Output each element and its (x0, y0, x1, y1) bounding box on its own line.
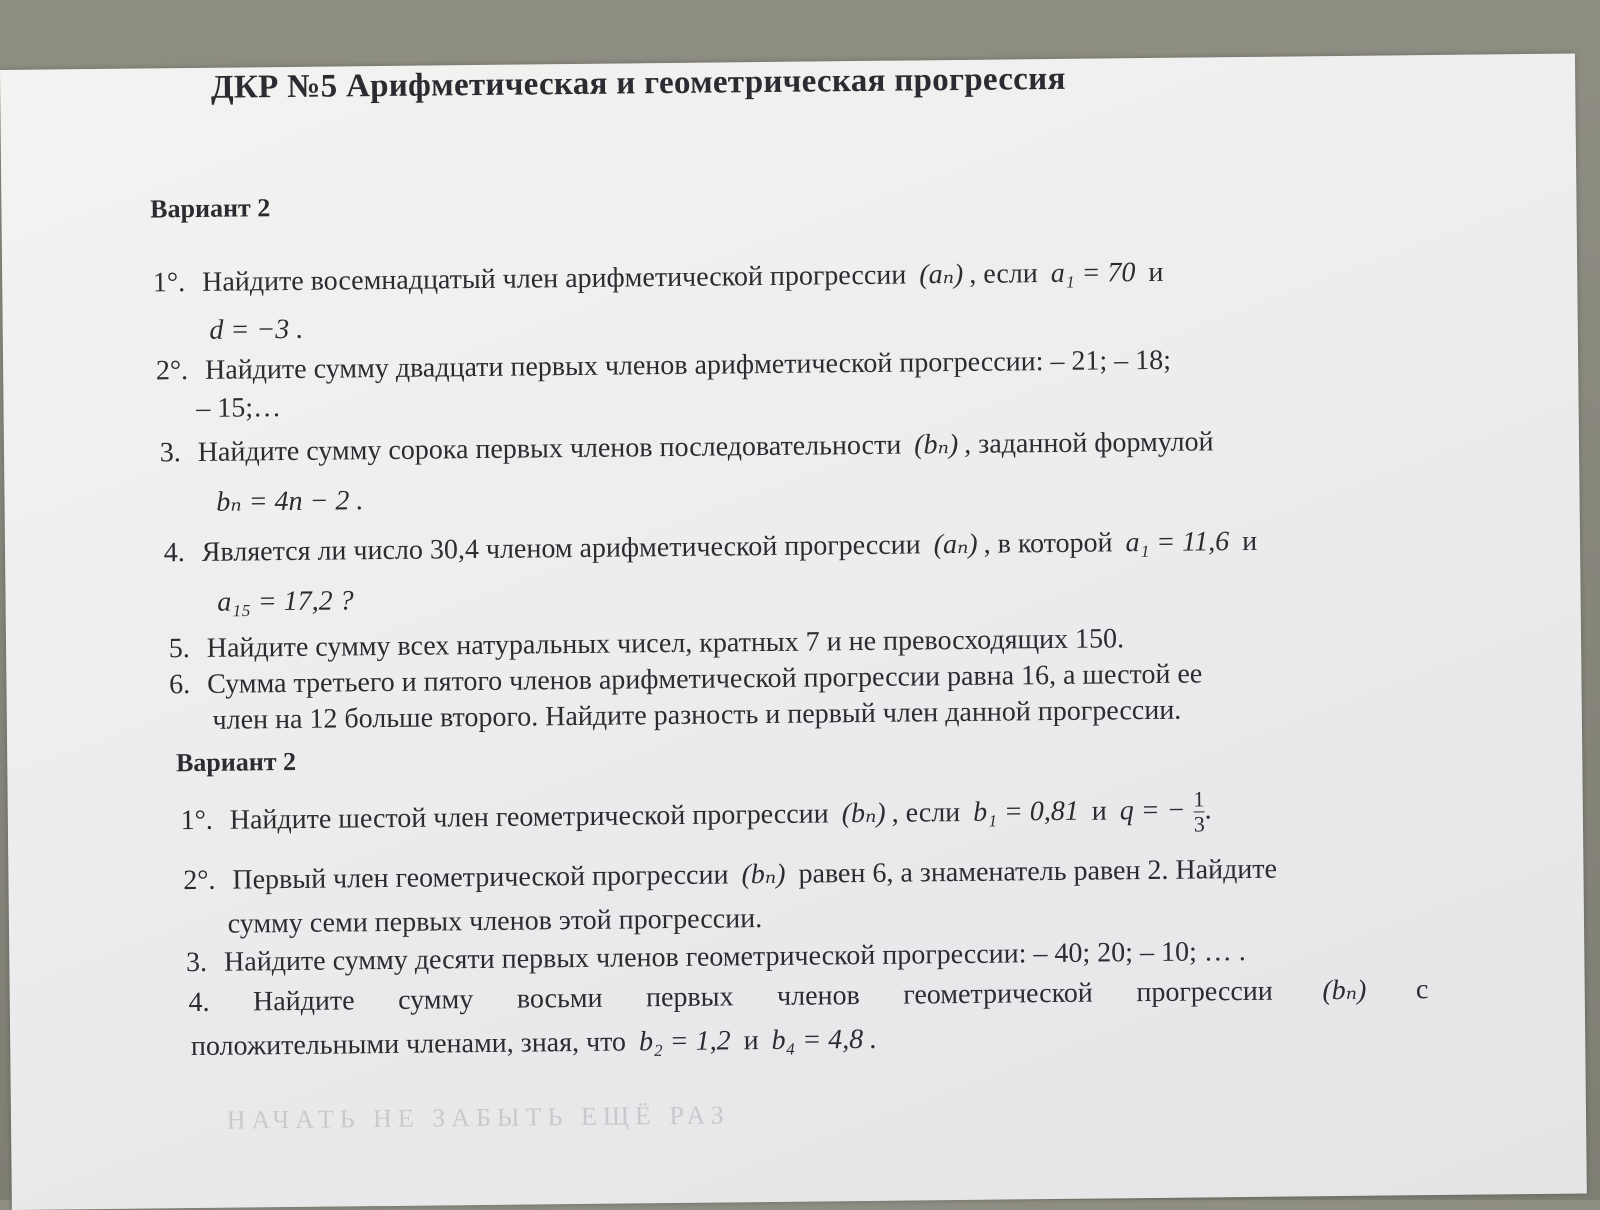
word: прогрессии (1136, 975, 1273, 1009)
task-number: 3. (185, 946, 208, 979)
task-number: 2°. (155, 355, 189, 387)
math-expression: a₁ = 11,6 (1125, 526, 1230, 559)
math-expression: a₁₅ = 17,2 ? (217, 585, 354, 618)
task-number: 4. (163, 537, 185, 569)
task-text: равен 6, а знаменатель равен 2. Найдите (798, 853, 1278, 890)
word: восьми (516, 982, 603, 1015)
math-expression: bₙ = 4n − 2 . (216, 485, 364, 518)
math-expression: q = − (1119, 794, 1186, 827)
task-text: Является ли число 30,4 членом арифметической прогрессии (201, 529, 921, 568)
fraction-numerator: 1 (1193, 786, 1205, 812)
task-number: 1°. (152, 267, 186, 299)
task-text: , если (891, 797, 961, 829)
word: членов (776, 980, 860, 1012)
task-text: Найдите сумму двадцати первых членов арифметической прогрессии: – 21; – 18; (204, 344, 1172, 386)
task-text: , заданной формулой (964, 426, 1214, 460)
math-expression: (bₙ) (741, 858, 786, 891)
task-text: . (869, 1023, 877, 1055)
math-expression: b₄ = 4,8 (771, 1024, 864, 1056)
math-expression: b₂ = 1,2 (638, 1025, 731, 1058)
task-1-6-line-2: член на 12 больше второго. Найдите разность и первый член данной прогрессии. (212, 694, 1182, 736)
task-1-1-line-2 (203, 315, 309, 347)
variant-heading-1: Вариант 2 (150, 193, 271, 224)
math-expression: (aₙ) (933, 528, 978, 561)
task-text: положительными членами, зная, что (190, 1026, 627, 1063)
task-number: 5. (168, 633, 190, 665)
task-number: 2°. (183, 864, 216, 897)
task-text: и (1148, 256, 1164, 288)
math-expression: (aₙ) (919, 258, 964, 291)
task-1-3-line-2 (210, 486, 369, 518)
task-text: и (743, 1025, 759, 1057)
task-text: Найдите сумму сорока первых членов последовательности (197, 429, 902, 468)
task-2-2-line-2: сумму семи первых членов этой прогрессии. (227, 903, 763, 940)
task-text: . (1204, 794, 1212, 826)
bleed-through-text: НАЧАТЬ НЕ ЗАБЫТЬ ЕЩЁ РАЗ (226, 1100, 730, 1135)
task-text: и (1241, 525, 1258, 558)
math-expression: (bₙ) (841, 797, 886, 830)
task-text: Сумма третьего и пятого членов арифметической прогрессии равна 16, а шестой ее (207, 658, 1203, 700)
task-number: 6. (169, 669, 191, 701)
variant-heading-2: Вариант 2 (175, 746, 297, 778)
task-text: Найдите сумму десяти первых членов геометрической прогрессии: – 40; 20; – 10; … . (223, 936, 1246, 978)
math-expression: d = −3 . (209, 313, 304, 346)
word: с (1415, 974, 1429, 1006)
word: Найдите (252, 985, 355, 1018)
math-expression: (bₙ) (1322, 974, 1367, 1007)
task-1-2-line-2: – 15;… (196, 392, 282, 424)
word: сумму (397, 984, 474, 1016)
task-number: 1°. (180, 804, 213, 837)
math-expression: (bₙ) (914, 428, 959, 461)
math-expression: a₁ = 70 (1050, 257, 1136, 290)
task-number: 4. (188, 986, 210, 1019)
task-text: Найдите шестой член геометрической прогрессии (229, 798, 829, 836)
word: геометрической (903, 977, 1093, 1011)
task-text: и (1091, 795, 1107, 827)
task-text: Первый член геометрической прогрессии (232, 859, 729, 896)
math-expression: b₁ = 0,81 (973, 795, 1079, 828)
fraction (1193, 787, 1205, 836)
task-number: 3. (159, 437, 181, 469)
word: первых (645, 981, 734, 1014)
task-text: Найдите восемнадцатый член арифметической прогрессии (202, 259, 907, 298)
document-title: ДКР №5 Арифметическая и геометрическая прогрессия (210, 60, 1066, 106)
fraction-denominator: 3 (1193, 811, 1205, 837)
task-text: , в которой (983, 527, 1113, 560)
task-text: Найдите сумму всех натуральных чисел, кратных 7 и не превосходящих 150. (206, 623, 1125, 664)
task-1-4-line-2 (211, 586, 360, 618)
task-text: , если (969, 258, 1038, 290)
